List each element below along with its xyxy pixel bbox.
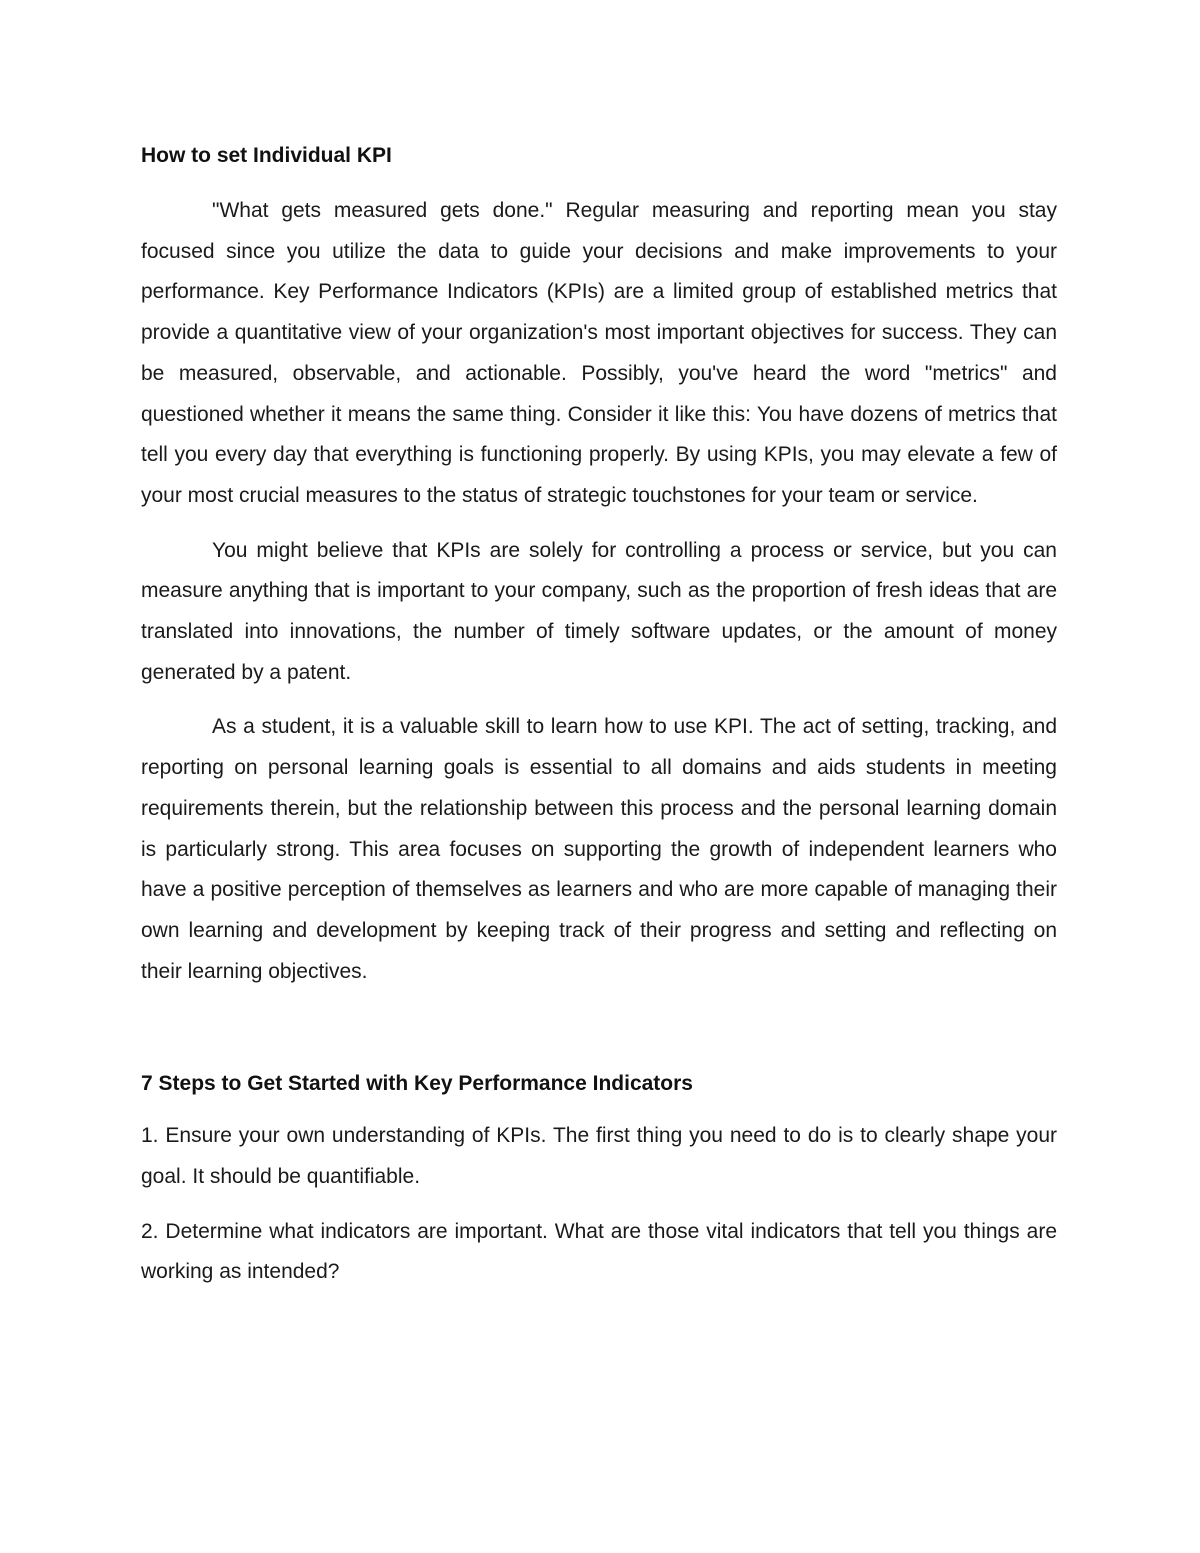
document-body: [141, 139, 1057, 1293]
paragraph-student-kpi: As a student, it is a valuable skill to learn how to use KPI. The act of setting, tracking, and reporting on personal learning goals is essential to all domains and aids students in meeting requirements therein, but the relationship between this process and the personal learning domain is particularly strong. This area focuses on supporting the growth of independent learners who have a positive perception of themselves as learners and who are more capable of managing their own learning and development by keeping track of their progress and setting and reflecting on their learning objectives.: [141, 715, 1057, 983]
section-heading-individual-kpi: How to set Individual KPI: [141, 144, 392, 167]
list-item-step-1: 1. Ensure your own understanding of KPIs. The first thing you need to do is to clearly shape your goal. It should be quantifiable.: [141, 1124, 1057, 1189]
paragraph-kpi-beliefs: You might believe that KPIs are solely for controlling a process or service, but you can measure anything that is important to your company, such as the proportion of fresh ideas that are translated into innovations, the number of timely software updates, or the amount of money generated by a patent.: [141, 538, 1057, 684]
section-heading-seven-steps: 7 Steps to Get Started with Key Performance Indicators: [141, 1072, 693, 1096]
list-item-step-2: 2. Determine what indicators are important. What are those vital indicators that tell you things are working as intended?: [141, 1219, 1057, 1284]
paragraph-what-gets-measured: "What gets measured gets done." Regular measuring and reporting mean you stay focused since you utilize the data to guide your decisions and make improvements to your performance. Key Performance Indicators (KPIs) are a limited group of established metrics that provide a quantitative view of your organization's most important objectives for success. They can be measured, observable, and actionable. Possibly, you've heard the word "metrics" and questioned whether it means the same thing. Consider it like this: You have dozens of metrics that tell you every day that everything is functioning properly. By using KPIs, you may elevate a few of your most crucial measures to the status of strategic touchstones for your team or service.: [141, 199, 1057, 507]
